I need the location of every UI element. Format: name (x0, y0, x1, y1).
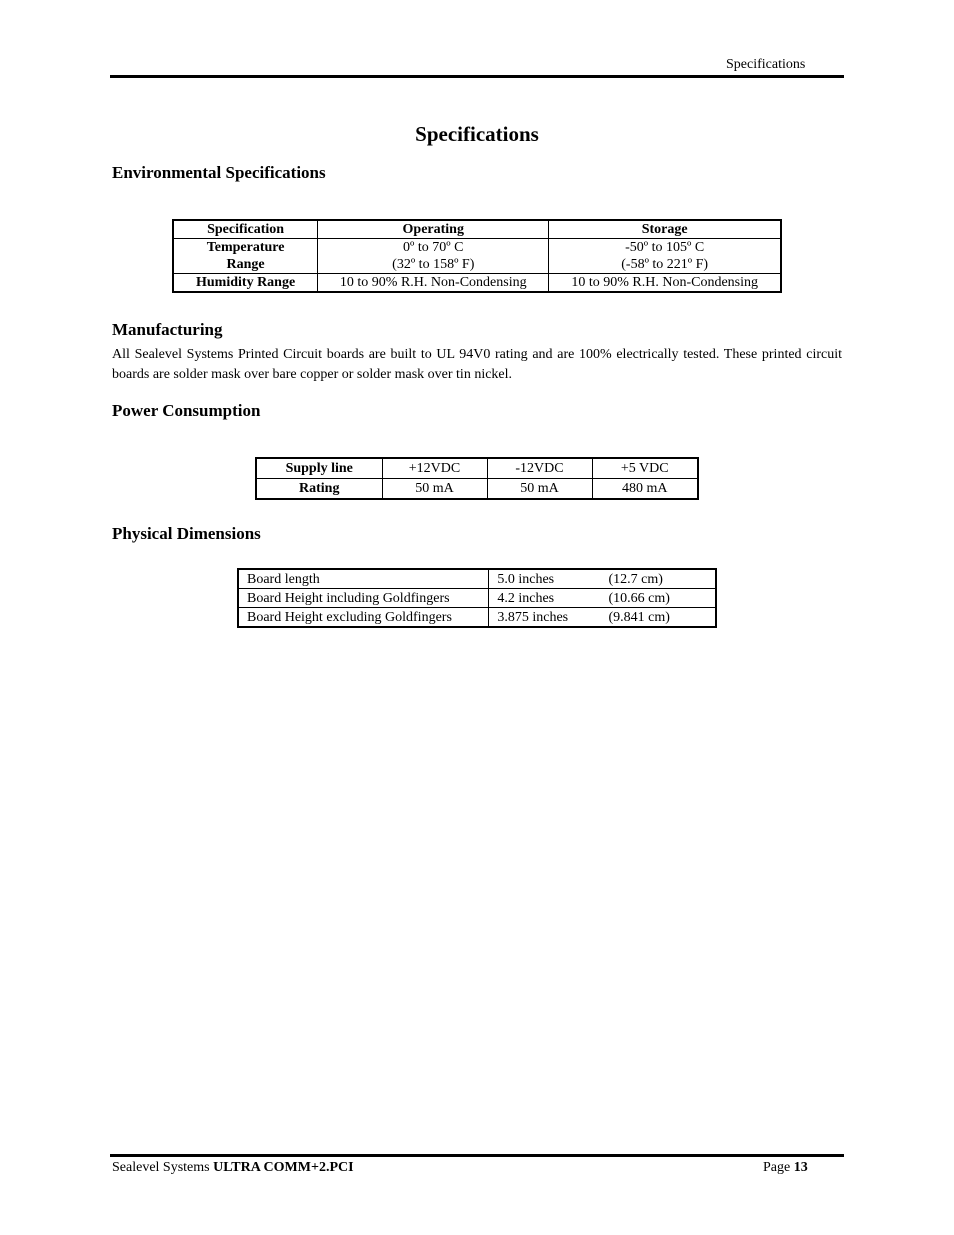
column-header: Operating (318, 220, 549, 239)
table-cell: -12VDC (487, 458, 592, 479)
table-cell: 50 mA (382, 479, 487, 500)
row-label: Board Height including Goldfingers (238, 589, 489, 608)
row-label: Board Height excluding Goldfingers (238, 608, 489, 628)
table-row (256, 479, 698, 500)
column-header: Storage (549, 220, 781, 239)
table-cell: (10.66 cm) (600, 589, 716, 608)
manufacturing-paragraph: All Sealevel Systems Printed Circuit boards are built to UL 94V0 rating and are 100% electrically tested. These printed circuit boards are solder mask over bare copper or solder mask over tin nickel. (112, 347, 842, 382)
cell-line: (-58º to 221º F) (621, 257, 709, 272)
table-cell: 5.0 inches (489, 569, 601, 589)
table-row (238, 608, 716, 628)
table-cell: (12.7 cm) (600, 569, 716, 589)
table-cell: 3.875 inches (489, 608, 601, 628)
row-label: Humidity Range (173, 274, 318, 293)
row-label: Supply line (256, 458, 382, 479)
column-header: Specification (173, 220, 318, 239)
environmental-heading: Environmental Specifications (112, 163, 326, 182)
table-cell: 480 mA (592, 479, 698, 500)
table-cell: +12VDC (382, 458, 487, 479)
table-cell: 10 to 90% R.H. Non-Condensing (318, 274, 549, 293)
table-row (173, 274, 781, 293)
footer-rule (110, 1154, 844, 1157)
header-rule (110, 75, 844, 78)
manufacturing-heading: Manufacturing (112, 320, 223, 339)
table-row (238, 569, 716, 589)
row-label: Board length (238, 569, 489, 589)
dimensions-table (237, 568, 717, 628)
running-header: Specifications (726, 57, 806, 72)
row-label: Rating (256, 479, 382, 500)
cell-line: (32º to 158º F) (392, 257, 475, 272)
table-cell: (9.841 cm) (600, 608, 716, 628)
dimensions-heading: Physical Dimensions (112, 524, 261, 543)
cell-line: -50º to 105º C (625, 240, 705, 255)
table-cell (318, 239, 549, 274)
table-cell (549, 239, 781, 274)
table-cell: 50 mA (487, 479, 592, 500)
environmental-table (172, 219, 782, 293)
footer-page-number: 13 (793, 1160, 808, 1175)
table-cell: 10 to 90% R.H. Non-Condensing (549, 274, 781, 293)
page-title: Specifications (415, 122, 539, 146)
footer-product-name: ULTRA COMM+2.PCI (213, 1160, 354, 1175)
row-label-line: Temperature (206, 240, 285, 255)
row-label-line: Range (226, 257, 265, 272)
footer-product (112, 1160, 354, 1176)
table-row (173, 220, 781, 239)
power-table (255, 457, 699, 500)
table-row (256, 458, 698, 479)
power-heading: Power Consumption (112, 401, 261, 420)
row-label (173, 239, 318, 274)
table-row (173, 239, 781, 274)
table-cell: +5 VDC (592, 458, 698, 479)
cell-line: 0º to 70º C (403, 240, 464, 255)
table-row (238, 589, 716, 608)
footer-page-label: Page (763, 1160, 791, 1175)
footer-page (763, 1160, 808, 1176)
table-cell: 4.2 inches (489, 589, 601, 608)
footer-company: Sealevel Systems (112, 1160, 210, 1175)
